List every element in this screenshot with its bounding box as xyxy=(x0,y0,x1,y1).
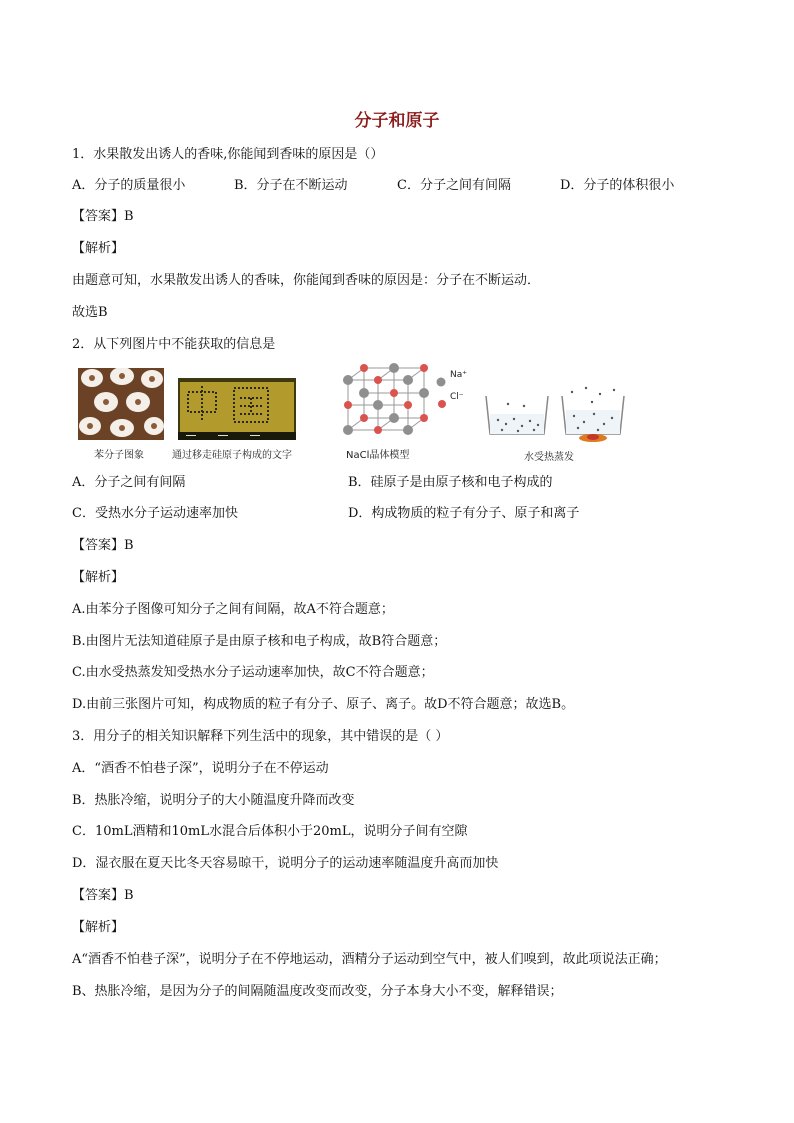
benzene-molecule-image xyxy=(78,368,164,440)
q3-option-b: B．热胀冷缩，说明分子的大小随温度升降而改变 xyxy=(72,793,355,808)
page-title: 分子和原子 xyxy=(354,111,440,131)
q2-answer: 【答案】B xyxy=(72,538,134,553)
q3-analysis-line: A“酒香不怕巷子深”，说明分子在不停地运动，酒精分子运动到空气中，被人们嗅到，故此项说法正确； xyxy=(72,952,667,967)
q2-analysis-line: D.由前三张图片可知，构成物质的粒子有分子、原子、离子。故D不符合题意；故选B。 xyxy=(72,697,575,712)
question-2-stem: 2．从下列图片中不能获取的信息是 xyxy=(72,337,276,352)
q2-option-c: C．受热水分子运动速率加快 xyxy=(72,506,238,521)
q1-option-b: B．分子在不断运动 xyxy=(234,178,348,193)
na-ion-legend-icon xyxy=(436,372,446,382)
q3-analysis-line: B、热胀冷缩，是因为分子的间隔随温度改变而改变，分子本身大小不变，解释错误； xyxy=(72,984,563,999)
q1-analysis-line: 故选B xyxy=(72,305,108,320)
q2-analysis-line: A.由苯分子图像可知分子之间有间隔，故A不符合题意； xyxy=(72,602,394,617)
caption-water: 水受热蒸发 xyxy=(524,452,574,463)
q2-option-a: A．分子之间有间隔 xyxy=(72,475,186,490)
question-1-stem: 1．水果散发出诱人的香味,你能闻到香味的原因是（） xyxy=(72,147,384,162)
q1-option-c: C．分子之间有间隔 xyxy=(397,178,511,193)
q1-answer: 【答案】B xyxy=(72,209,134,224)
q2-analysis-label: 【解析】 xyxy=(72,570,125,585)
q1-analysis-label: 【解析】 xyxy=(72,241,125,256)
caption-nacl: NaCl晶体模型 xyxy=(346,450,410,461)
question-3-stem: 3．用分子的相关知识解释下列生活中的现象，其中错误的是（ ） xyxy=(72,729,449,744)
q2-option-b: B．硅原子是由原子核和电子构成的 xyxy=(348,475,553,490)
q2-option-d: D．构成物质的粒子有分子、原子和离子 xyxy=(348,506,580,521)
cl-ion-legend-icon xyxy=(437,394,447,404)
q1-option-a: A．分子的质量很小 xyxy=(72,178,186,193)
q3-option-c: C．10mL酒精和10mL水混合后体积小于20mL，说明分子间有空隙 xyxy=(72,824,468,839)
q1-analysis-line: 由题意可知，水果散发出诱人的香味，你能闻到香味的原因是：分子在不断运动． xyxy=(72,273,541,288)
silicon-atom-text-image xyxy=(178,378,296,440)
q2-analysis-line: C.由水受热蒸发知受热水分子运动速率加快，故C不符合题意； xyxy=(72,665,434,680)
nacl-crystal-image xyxy=(338,360,434,444)
q3-option-a: A．“酒香不怕巷子深”，说明分子在不停运动 xyxy=(72,761,329,776)
q2-analysis-line: B.由图片无法知道硅原子是由原子核和电子构成，故B符合题意； xyxy=(72,634,447,649)
q3-option-d: D．湿衣服在夏天比冬天容易晾干，说明分子的运动速率随温度升高而加快 xyxy=(72,856,499,871)
caption-silicon: 通过移走硅原子构成的文字 xyxy=(172,450,292,461)
q3-answer: 【答案】B xyxy=(72,888,134,903)
q3-analysis-label: 【解析】 xyxy=(72,920,125,935)
caption-benzene: 苯分子图象 xyxy=(94,450,144,461)
water-evaporation-image xyxy=(482,384,628,442)
na-ion-label: Na⁺ xyxy=(450,370,467,380)
q1-option-d: D．分子的体积很小 xyxy=(560,178,675,193)
cl-ion-label: Cl⁻ xyxy=(450,392,464,402)
